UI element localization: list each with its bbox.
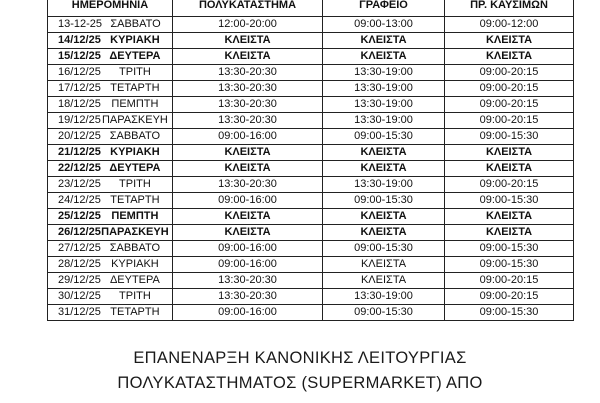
- cell-fuel-station-hours: 09:00-15:30: [445, 305, 574, 321]
- cell-weekday: ΚΥΡΙΑΚΗ: [111, 258, 159, 270]
- cell-date-day: [48, 289, 173, 305]
- header-date: ΗΜΕΡΟΜΗΝΙΑ: [48, 0, 173, 17]
- table-row: [48, 49, 574, 65]
- cell-date-day: [48, 81, 173, 97]
- cell-weekday: ΠΕΜΠΤΗ: [111, 210, 159, 222]
- cell-department-store-hours: 13:30-20:30: [173, 97, 323, 113]
- cell-date: 18/12/25: [58, 98, 101, 110]
- cell-weekday: ΔΕΥΤΕΡΑ: [109, 50, 161, 62]
- cell-date-day: [48, 113, 173, 129]
- cell-fuel-station-hours: 09:00-20:15: [445, 81, 574, 97]
- cell-date: 25/12/25: [58, 210, 101, 222]
- cell-date: 24/12/25: [58, 194, 101, 206]
- table-row: [48, 257, 574, 273]
- cell-date-day: [48, 129, 173, 145]
- cell-date-day: [48, 257, 173, 273]
- cell-weekday: ΠΑΡΑΣΚΕΥΗ: [101, 114, 168, 126]
- table-row: [48, 65, 574, 81]
- table-row: [48, 113, 574, 129]
- cell-fuel-station-hours: ΚΛΕΙΣΤΑ: [445, 33, 574, 49]
- cell-department-store-hours: 09:00-16:00: [173, 129, 323, 145]
- table-header-row: [48, 0, 574, 17]
- cell-fuel-station-hours: 09:00-20:15: [445, 273, 574, 289]
- cell-date: 19/12/25: [58, 114, 101, 126]
- cell-department-store-hours: 09:00-16:00: [173, 241, 323, 257]
- table-row: [48, 33, 574, 49]
- notice-line-1: ΕΠΑΝΕΝΑΡΞΗ ΚΑΝΟΝΙΚΗΣ ΛΕΙΤΟΥΡΓΙΑΣ: [133, 349, 467, 367]
- cell-date: 27/12/25: [58, 242, 101, 254]
- table-row: [48, 225, 574, 241]
- cell-office-hours: ΚΛΕΙΣΤΑ: [323, 257, 445, 273]
- cell-office-hours: 13:30-19:00: [323, 177, 445, 193]
- table-row: [48, 81, 574, 97]
- cell-office-hours: ΚΛΕΙΣΤΑ: [323, 225, 445, 241]
- cell-date-day: [48, 65, 173, 81]
- cell-fuel-station-hours: 09:00-15:30: [445, 257, 574, 273]
- cell-office-hours: 09:00-15:30: [323, 193, 445, 209]
- cell-weekday: ΚΥΡΙΑΚΗ: [110, 34, 160, 46]
- cell-date-day: [48, 49, 173, 65]
- cell-office-hours: 13:30-19:00: [323, 289, 445, 305]
- cell-office-hours: ΚΛΕΙΣΤΑ: [323, 209, 445, 225]
- cell-fuel-station-hours: ΚΛΕΙΣΤΑ: [445, 209, 574, 225]
- cell-date: 17/12/25: [58, 82, 101, 94]
- table-row: [48, 193, 574, 209]
- table-row: [48, 177, 574, 193]
- table-row: [48, 97, 574, 113]
- cell-department-store-hours: 09:00-16:00: [173, 193, 323, 209]
- cell-fuel-station-hours: 09:00-15:30: [445, 129, 574, 145]
- cell-department-store-hours: 13:30-20:30: [173, 273, 323, 289]
- cell-date: 30/12/25: [58, 290, 101, 302]
- cell-weekday: ΤΡΙΤΗ: [119, 178, 151, 190]
- cell-date: 29/12/25: [58, 274, 101, 286]
- cell-weekday: ΣΑΒΒΑΤΟ: [110, 18, 161, 30]
- cell-department-store-hours: 13:30-20:30: [173, 113, 323, 129]
- cell-date-day: [48, 161, 173, 177]
- cell-office-hours: 13:30-19:00: [323, 65, 445, 81]
- cell-fuel-station-hours: 09:00-20:15: [445, 97, 574, 113]
- cell-office-hours: ΚΛΕΙΣΤΑ: [323, 49, 445, 65]
- cell-date-day: [48, 273, 173, 289]
- cell-fuel-station-hours: 09:00-20:15: [445, 177, 574, 193]
- cell-office-hours: ΚΛΕΙΣΤΑ: [323, 161, 445, 177]
- cell-date: 23/12/25: [58, 178, 101, 190]
- cell-date-day: [48, 305, 173, 321]
- cell-fuel-station-hours: ΚΛΕΙΣΤΑ: [445, 225, 574, 241]
- cell-department-store-hours: ΚΛΕΙΣΤΑ: [173, 209, 323, 225]
- cell-department-store-hours: 13:30-20:30: [173, 177, 323, 193]
- cell-date-day: [48, 177, 173, 193]
- notice-line-2: ΠΟΛΥΚΑΤΑΣΤΗΜΑΤΟΣ (SUPERMARKET) ΑΠΟ: [117, 374, 483, 392]
- cell-fuel-station-hours: 09:00-15:30: [445, 241, 574, 257]
- cell-date: 15/12/25: [58, 50, 101, 62]
- table-row: [48, 17, 574, 33]
- cell-date-day: [48, 225, 173, 241]
- cell-date-day: [48, 193, 173, 209]
- cell-fuel-station-hours: 09:00-20:15: [445, 65, 574, 81]
- cell-department-store-hours: 09:00-16:00: [173, 305, 323, 321]
- cell-office-hours: ΚΛΕΙΣΤΑ: [323, 145, 445, 161]
- cell-department-store-hours: 13:30-20:30: [173, 289, 323, 305]
- cell-date: 28/12/25: [58, 258, 101, 270]
- table-row: [48, 129, 574, 145]
- cell-weekday: ΤΡΙΤΗ: [119, 66, 151, 78]
- table-row: [48, 305, 574, 321]
- cell-department-store-hours: 13:30-20:30: [173, 81, 323, 97]
- cell-weekday: ΤΕΤΑΡΤΗ: [110, 82, 160, 94]
- cell-date: 26/12/25: [58, 226, 101, 238]
- cell-fuel-station-hours: 09:00-12:00: [445, 17, 574, 33]
- cell-office-hours: ΚΛΕΙΣΤΑ: [323, 33, 445, 49]
- table-row: [48, 273, 574, 289]
- cell-fuel-station-hours: ΚΛΕΙΣΤΑ: [445, 161, 574, 177]
- table-row: [48, 209, 574, 225]
- holiday-hours-table: [47, 0, 574, 321]
- header-fuel-station: ΠΡ. ΚΑΥΣΙΜΩΝ: [445, 0, 574, 17]
- cell-date-day: [48, 97, 173, 113]
- cell-date-day: [48, 209, 173, 225]
- cell-fuel-station-hours: 09:00-20:15: [445, 113, 574, 129]
- cell-weekday: ΤΡΙΤΗ: [119, 290, 151, 302]
- cell-department-store-hours: 09:00-16:00: [173, 257, 323, 273]
- cell-weekday: ΠΑΡΑΣΚΕΥΗ: [101, 226, 169, 238]
- cell-date: 14/12/25: [58, 34, 101, 46]
- cell-weekday: ΣΑΒΒΑΤΟ: [109, 242, 161, 254]
- cell-department-store-hours: ΚΛΕΙΣΤΑ: [173, 33, 323, 49]
- cell-department-store-hours: 13:30-20:30: [173, 65, 323, 81]
- cell-date: 16/12/25: [58, 66, 101, 78]
- table-row: [48, 145, 574, 161]
- cell-office-hours: 09:00-15:30: [323, 241, 445, 257]
- cell-fuel-station-hours: 09:00-20:15: [445, 289, 574, 305]
- cell-office-hours: 09:00-15:30: [323, 305, 445, 321]
- cell-department-store-hours: ΚΛΕΙΣΤΑ: [173, 145, 323, 161]
- cell-office-hours: 09:00-15:30: [323, 129, 445, 145]
- cell-date: 13-12-25: [58, 18, 103, 30]
- cell-office-hours: 09:00-13:00: [323, 17, 445, 33]
- cell-date: 22/12/25: [58, 162, 101, 174]
- cell-fuel-station-hours: ΚΛΕΙΣΤΑ: [445, 145, 574, 161]
- cell-weekday: ΤΕΤΑΡΤΗ: [110, 306, 160, 318]
- cell-office-hours: 13:30-19:00: [323, 113, 445, 129]
- cell-date-day: [48, 33, 173, 49]
- table-row: [48, 289, 574, 305]
- cell-fuel-station-hours: 09:00-15:30: [445, 193, 574, 209]
- cell-office-hours: 13:30-19:00: [323, 97, 445, 113]
- cell-date-day: [48, 241, 173, 257]
- cell-date: 31/12/25: [58, 306, 101, 318]
- cell-department-store-hours: ΚΛΕΙΣΤΑ: [173, 161, 323, 177]
- cell-office-hours: ΚΛΕΙΣΤΑ: [323, 273, 445, 289]
- cell-weekday: ΔΕΥΤΕΡΑ: [109, 162, 161, 174]
- header-department-store: ΠΟΛΥΚΑΤΑΣΤΗΜΑ: [173, 0, 323, 17]
- table-body: [48, 17, 574, 321]
- cell-date-day: [48, 17, 173, 33]
- cell-date: 21/12/25: [58, 146, 101, 158]
- cell-weekday: ΚΥΡΙΑΚΗ: [110, 146, 160, 158]
- cell-department-store-hours: ΚΛΕΙΣΤΑ: [173, 225, 323, 241]
- cell-weekday: ΔΕΥΤΕΡΑ: [109, 274, 160, 286]
- cell-weekday: ΠΕΜΠΤΗ: [111, 98, 159, 110]
- cell-office-hours: 13:30-19:00: [323, 81, 445, 97]
- cell-department-store-hours: ΚΛΕΙΣΤΑ: [173, 49, 323, 65]
- cell-fuel-station-hours: ΚΛΕΙΣΤΑ: [445, 49, 574, 65]
- cell-date-day: [48, 145, 173, 161]
- cell-weekday: ΤΕΤΑΡΤΗ: [110, 194, 160, 206]
- cell-department-store-hours: 12:00-20:00: [173, 17, 323, 33]
- cell-date: 20/12/25: [58, 130, 101, 142]
- table-row: [48, 161, 574, 177]
- table-row: [48, 241, 574, 257]
- header-office: ΓΡΑΦΕΙΟ: [323, 0, 445, 17]
- cell-weekday: ΣΑΒΒΑΤΟ: [109, 130, 161, 142]
